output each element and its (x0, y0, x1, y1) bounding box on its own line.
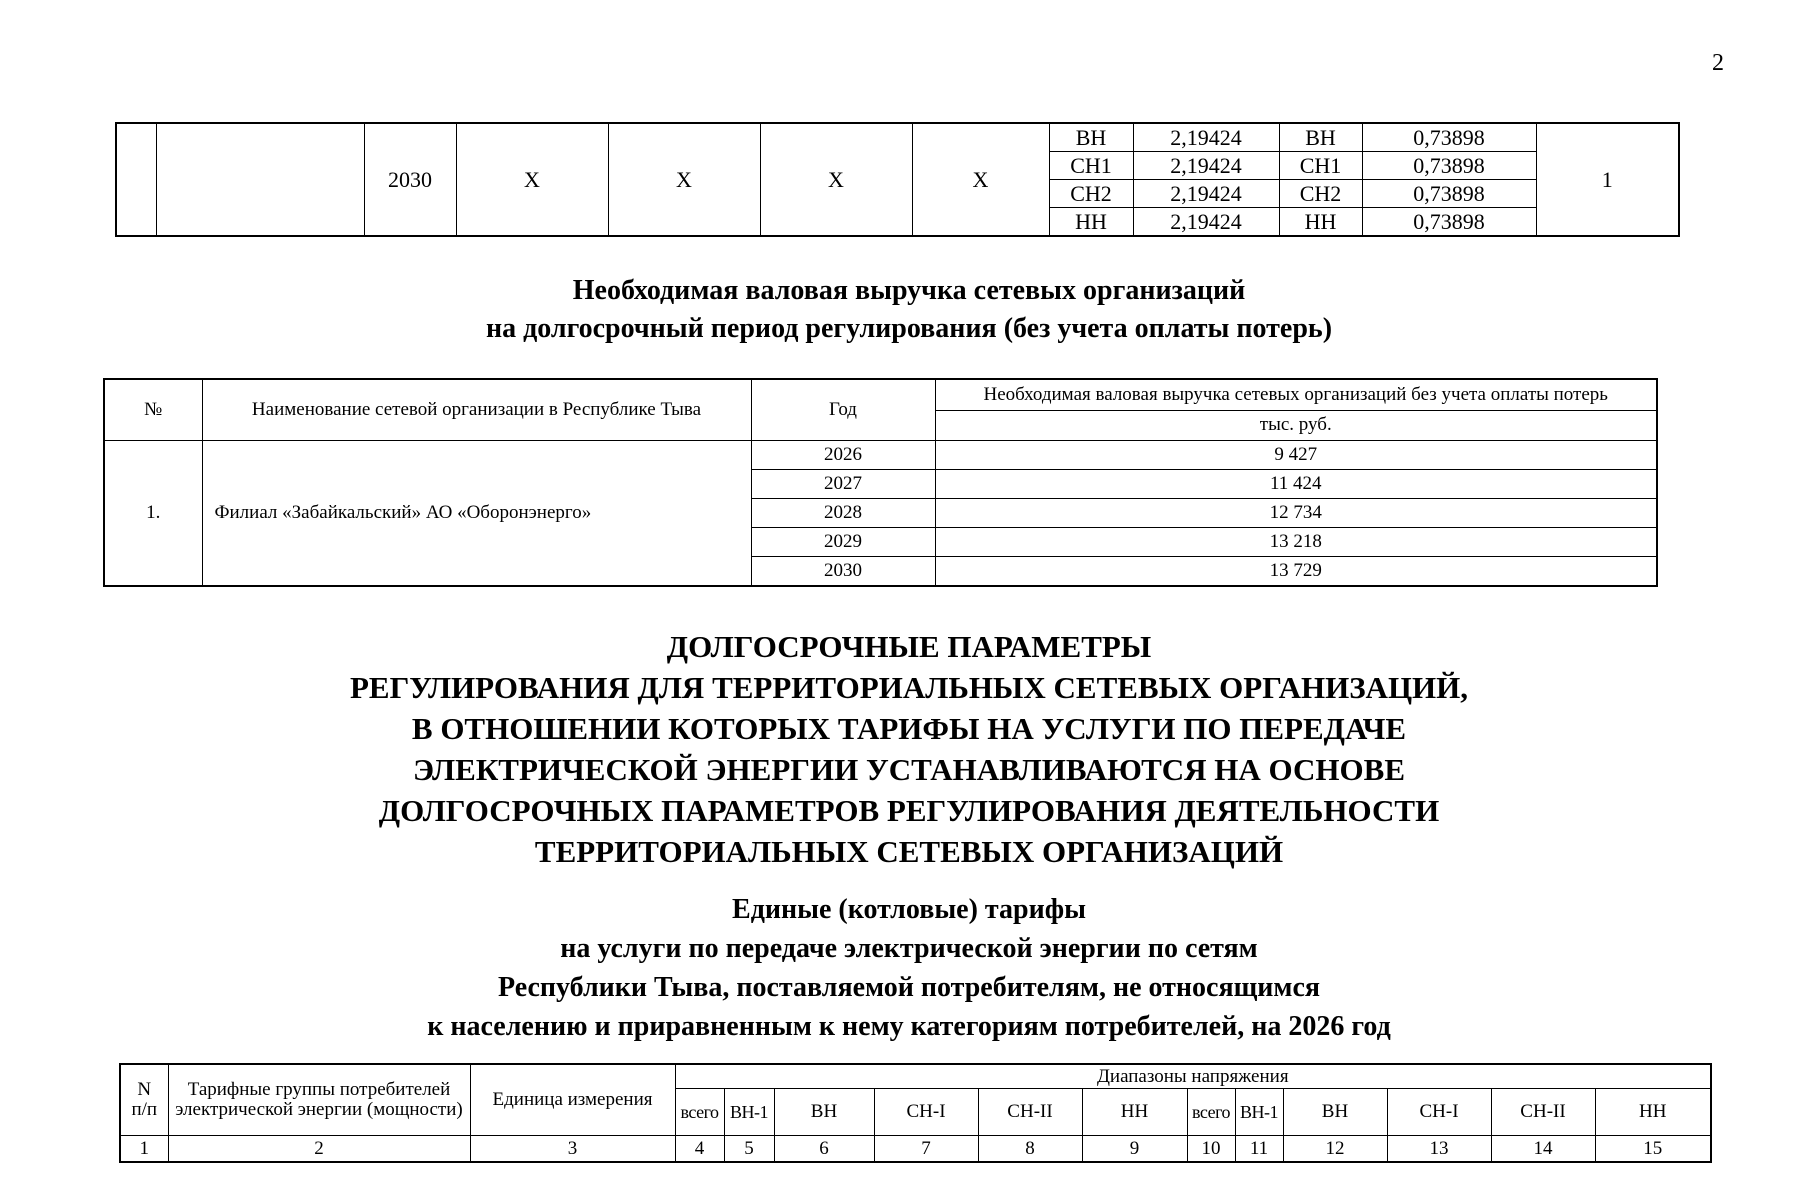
header-sub: СН-I (874, 1089, 978, 1136)
voltage-level: СН1 (1049, 152, 1133, 180)
header-num-line: п/п (131, 1099, 158, 1120)
revenue-heading (0, 272, 1818, 348)
heading-line: В ОТНОШЕНИИ КОТОРЫХ ТАРИФЫ НА УСЛУГИ ПО ПЕРЕДАЧЕ (411, 711, 1407, 746)
year-cell: 2027 (751, 470, 935, 499)
column-number: 4 (675, 1136, 724, 1163)
voltage-level: СН2 (1279, 180, 1362, 208)
header-sub: всего (675, 1089, 724, 1136)
header-voltage-ranges: Диапазоны напряжения (675, 1064, 1711, 1089)
column-number: 11 (1235, 1136, 1283, 1163)
heading-line: Единые (котловые) тарифы (732, 894, 1086, 925)
column-number: 10 (1187, 1136, 1235, 1163)
year-cell: 2029 (751, 528, 935, 557)
heading-line: РЕГУЛИРОВАНИЯ ДЛЯ ТЕРРИТОРИАЛЬНЫХ СЕТЕВЫХ ОРГАНИЗАЦИЙ, (349, 670, 1469, 705)
header-unit: Единица измерения (470, 1064, 675, 1136)
header-sub: СН-II (978, 1089, 1082, 1136)
revenue-value: 13 218 (935, 528, 1657, 557)
header-sub: всего (1187, 1089, 1235, 1136)
header-sub: СН-II (1491, 1089, 1595, 1136)
header-year: Год (751, 379, 935, 441)
voltage-level: ВН (1049, 123, 1133, 152)
header-sub: ВН-1 (724, 1089, 774, 1136)
header-tariff-groups: Тарифные группы потребителей электрической энергии (мощности) (168, 1064, 470, 1136)
header-num (120, 1064, 168, 1136)
column-number: 15 (1595, 1136, 1711, 1163)
header-sub: ВН (1283, 1089, 1387, 1136)
x-mark: X (608, 123, 760, 236)
header-num: № (104, 379, 202, 441)
header-sub: НН (1595, 1089, 1711, 1136)
heading-line: ТЕРРИТОРИАЛЬНЫХ СЕТЕВЫХ ОРГАНИЗАЦИЙ (534, 834, 1284, 869)
rate-value: 0,73898 (1362, 208, 1536, 237)
x-mark: X (912, 123, 1049, 236)
revenue-value: 11 424 (935, 470, 1657, 499)
empty-cell (116, 123, 156, 236)
revenue-value: 12 734 (935, 499, 1657, 528)
heading-line: Необходимая валовая выручка сетевых организаций (572, 275, 1246, 306)
header-sub: ВН-1 (1235, 1089, 1283, 1136)
voltage-level: НН (1049, 208, 1133, 237)
page-number: 2 (1712, 50, 1724, 76)
heading-line: на долгосрочный период регулирования (без учета оплаты потерь) (485, 313, 1333, 344)
heading-line: к населению и приравненным к нему категориям потребителей, на 2026 год (427, 1011, 1391, 1042)
unified-tariffs-heading (0, 890, 1818, 1046)
column-number: 8 (978, 1136, 1082, 1163)
column-number: 6 (774, 1136, 874, 1163)
revenue-table (103, 378, 1658, 587)
header-sub: ВН (774, 1089, 874, 1136)
rate-value: 0,73898 (1362, 123, 1536, 152)
x-mark: X (456, 123, 608, 236)
year-cell: 2030 (364, 123, 456, 236)
year-cell: 2030 (751, 557, 935, 587)
voltage-level: СН1 (1279, 152, 1362, 180)
long-term-parameters-heading (0, 626, 1818, 872)
rate-value: 2,19424 (1133, 208, 1279, 237)
table-header-row (104, 379, 1657, 410)
unified-tariffs-table (119, 1063, 1712, 1163)
column-number: 12 (1283, 1136, 1387, 1163)
table-header-row (120, 1064, 1711, 1089)
empty-cell (156, 123, 364, 236)
year-cell: 2026 (751, 441, 935, 470)
header-revenue: Необходимая валовая выручка сетевых организаций без учета оплаты потерь (935, 379, 1657, 410)
tariff-continuation-table (115, 122, 1680, 237)
rate-value: 0,73898 (1362, 152, 1536, 180)
revenue-value: 9 427 (935, 441, 1657, 470)
x-mark: X (760, 123, 912, 236)
table-row (104, 441, 1657, 470)
last-col-cell: 1 (1536, 123, 1679, 236)
voltage-level: НН (1279, 208, 1362, 237)
voltage-level: ВН (1279, 123, 1362, 152)
heading-line: ДОЛГОСРОЧНЫЕ ПАРАМЕТРЫ (666, 629, 1152, 664)
year-cell: 2028 (751, 499, 935, 528)
column-number: 13 (1387, 1136, 1491, 1163)
org-name: Филиал «Забайкальский» АО «Оборонэнерго» (202, 441, 751, 587)
voltage-level: СН2 (1049, 180, 1133, 208)
heading-line: на услуги по передаче электрической энергии по сетям (560, 933, 1258, 964)
header-org-name: Наименование сетевой организации в Республике Тыва (202, 379, 751, 441)
column-number: 7 (874, 1136, 978, 1163)
header-sub: СН-I (1387, 1089, 1491, 1136)
header-unit: тыс. руб. (935, 410, 1657, 441)
column-number-row (120, 1136, 1711, 1163)
header-num-line: N (137, 1079, 152, 1101)
heading-line: Республики Тыва, поставляемой потребителям, не относящимся (497, 972, 1321, 1003)
column-number: 5 (724, 1136, 774, 1163)
rate-value: 2,19424 (1133, 123, 1279, 152)
column-number: 1 (120, 1136, 168, 1163)
revenue-value: 13 729 (935, 557, 1657, 587)
table-row (116, 123, 1679, 152)
heading-line: ДОЛГОСРОЧНЫХ ПАРАМЕТРОВ РЕГУЛИРОВАНИЯ ДЕЯТЕЛЬНОСТИ (378, 793, 1440, 828)
rate-value: 2,19424 (1133, 152, 1279, 180)
header-sub: НН (1082, 1089, 1187, 1136)
row-number: 1. (104, 441, 202, 587)
column-number: 14 (1491, 1136, 1595, 1163)
rate-value: 2,19424 (1133, 180, 1279, 208)
column-number: 3 (470, 1136, 675, 1163)
column-number: 2 (168, 1136, 470, 1163)
heading-line: ЭЛЕКТРИЧЕСКОЙ ЭНЕРГИИ УСТАНАВЛИВАЮТСЯ НА ОСНОВЕ (412, 752, 1405, 787)
column-number: 9 (1082, 1136, 1187, 1163)
rate-value: 0,73898 (1362, 180, 1536, 208)
